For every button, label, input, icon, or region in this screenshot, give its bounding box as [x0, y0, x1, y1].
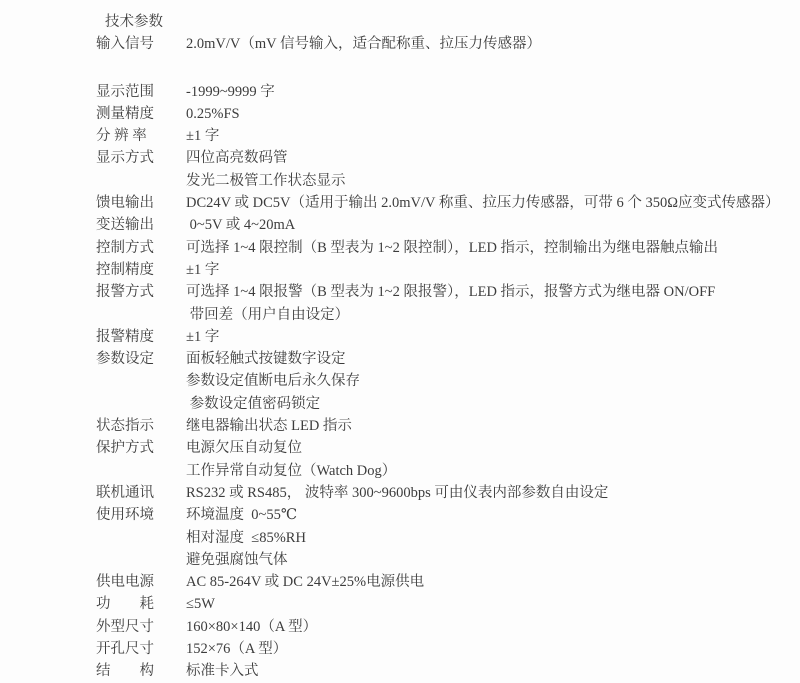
- param-value: 参数设定值密码锁定: [186, 395, 321, 412]
- param-label: 测量精度: [96, 105, 154, 122]
- param-label: 报警方式: [96, 284, 154, 301]
- spec-row-protection-mode: [96, 437, 780, 482]
- param-label: 显示范围: [96, 83, 154, 100]
- param-value: 避免强腐蚀气体: [186, 551, 288, 568]
- page-title: 技术参数: [105, 14, 163, 30]
- param-label: 分 辨 率: [96, 128, 147, 145]
- param-label: 控制方式: [96, 239, 154, 256]
- param-value: 0.25%FS: [186, 105, 240, 122]
- param-value: 160×80×140（A 型）: [186, 618, 318, 635]
- param-label: 状态指示: [96, 418, 154, 435]
- param-value: RS232 或 RS485， 波特率 300~9600bps 可由仪表内部参数自由设定: [186, 484, 609, 501]
- spec-row-power-supply: [96, 571, 780, 593]
- param-value: ≤5W: [186, 596, 215, 613]
- param-value: 0~5V 或 4~20mA: [186, 217, 296, 234]
- spec-row-control-mode: [96, 237, 780, 259]
- spec-row-transmit-output: [96, 214, 780, 236]
- spec-row-power-consumption: [96, 593, 780, 615]
- param-value: 面板轻触式按键数字设定: [186, 351, 346, 368]
- param-value: ±1 字: [186, 261, 220, 278]
- param-value: 四位高亮数码管: [186, 150, 288, 167]
- param-value: 工作异常自动复位（Watch Dog）: [186, 462, 397, 479]
- param-label: 控制精度: [96, 261, 154, 278]
- spec-row-display-mode: [96, 147, 780, 192]
- param-value: 标准卡入式: [186, 663, 259, 680]
- param-value: 相对湿度 ≤85%RH: [186, 529, 306, 546]
- spec-row-measure-accuracy: [96, 103, 780, 125]
- param-value: DC24V 或 DC5V（适用于输出 2.0mV/V 称重、拉压力传感器，可带 6 个 350Ω应变式传感器）: [186, 195, 780, 212]
- spec-row-cutout-size: [96, 638, 780, 660]
- param-label: 保护方式: [96, 440, 154, 457]
- blank-line: [96, 56, 780, 81]
- spec-row-alarm-accuracy: [96, 326, 780, 348]
- spec-row-dimensions: [96, 616, 780, 638]
- spec-row-status-indication: [96, 415, 780, 437]
- param-label: 联机通讯: [96, 484, 154, 501]
- param-label: 馈电输出: [96, 195, 154, 212]
- param-value: 2.0mV/V（mV 信号输入，适合配称重、拉压力传感器）: [186, 36, 541, 53]
- param-value: AC 85-264V 或 DC 24V±25%电源供电: [186, 574, 425, 591]
- param-value: 继电器输出状态 LED 指示: [186, 418, 352, 435]
- param-value: ±1 字: [186, 128, 220, 145]
- spec-row-input-signal: [96, 33, 780, 55]
- param-value: 可选择 1~4 限控制（B 型表为 1~2 限控制），LED 指示，控制输出为继电器触点输出: [186, 239, 719, 256]
- param-value: 电源欠压自动复位: [186, 440, 302, 457]
- param-value: 可选择 1~4 限报警（B 型表为 1~2 限报警），LED 指示，报警方式为继电器 ON/OFF: [186, 284, 716, 301]
- param-value: 发光二极管工作状态显示: [186, 172, 346, 189]
- param-label: 显示方式: [96, 150, 154, 167]
- param-label: 参数设定: [96, 351, 154, 368]
- param-label: 报警精度: [96, 328, 154, 345]
- param-label: 供电电源: [96, 574, 154, 591]
- param-value: 带回差（用户自由设定）: [186, 306, 350, 323]
- param-label: 开孔尺寸: [96, 641, 154, 658]
- spec-row-communication: [96, 482, 780, 504]
- spec-row-display-range: [96, 81, 780, 103]
- spec-row-resolution: [96, 125, 780, 147]
- param-value: 152×76（A 型）: [186, 641, 288, 658]
- param-label: 功 耗: [96, 596, 154, 613]
- param-label: 使用环境: [96, 507, 154, 524]
- spec-row-alarm-mode: [96, 281, 780, 326]
- spec-row-structure: [96, 660, 780, 682]
- spec-row-control-accuracy: [96, 259, 780, 281]
- spec-row-operating-environment: [96, 504, 780, 571]
- spec-row-excitation-output: [96, 192, 780, 214]
- param-label: 结 构: [96, 663, 154, 680]
- param-label: 变送输出: [96, 217, 154, 234]
- param-label: 输入信号: [96, 36, 154, 53]
- param-value: ±1 字: [186, 328, 220, 345]
- param-value: 环境温度 0~55℃: [186, 507, 298, 524]
- param-value: -1999~9999 字: [186, 83, 275, 100]
- spec-row-parameter-setting: [96, 348, 780, 415]
- param-label: 外型尺寸: [96, 618, 154, 635]
- param-value: 参数设定值断电后永久保存: [186, 373, 360, 390]
